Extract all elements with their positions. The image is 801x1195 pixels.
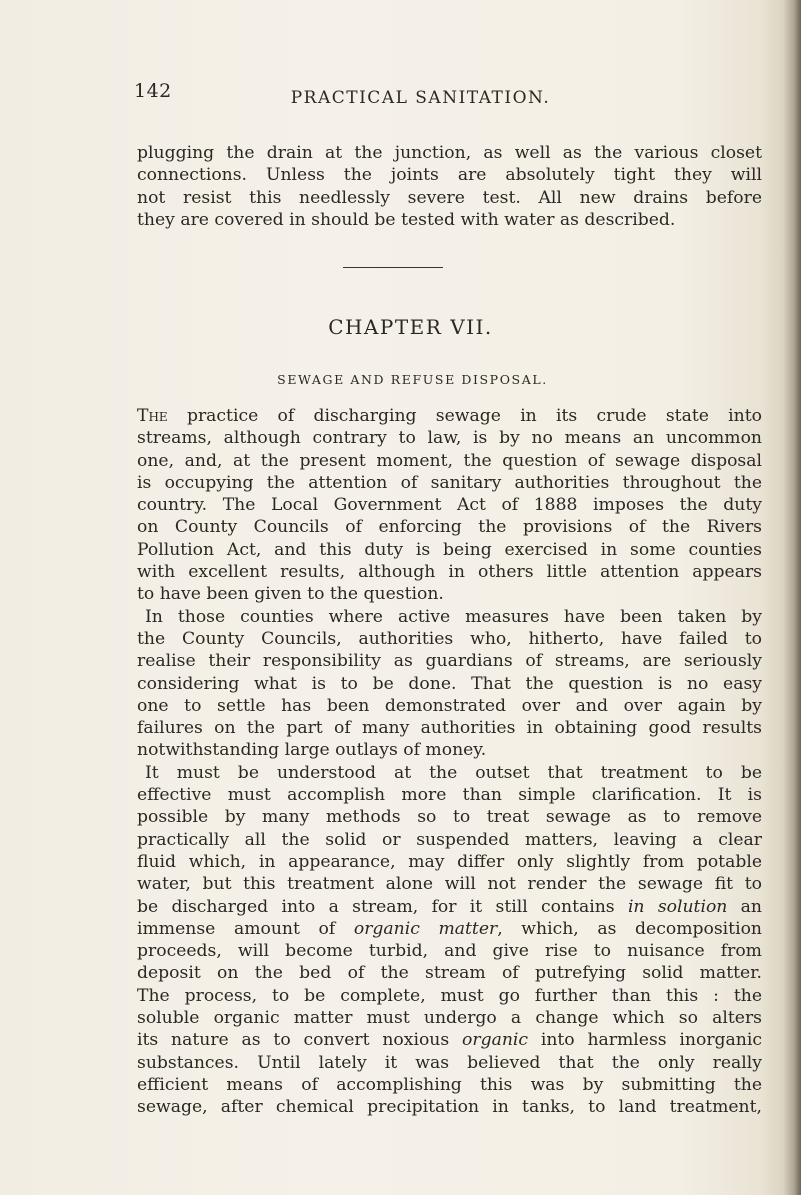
drop-word: The: [137, 406, 168, 426]
page-number: 142: [134, 80, 172, 102]
text-line: practically all the solid or suspended matters, leaving a clear: [137, 829, 762, 850]
text-line: efficient means of accomplishing this was by submitting the: [137, 1074, 762, 1095]
opening-paragraph: [137, 142, 762, 231]
text-line: In those counties where active measures have been taken by: [145, 606, 762, 627]
text-line: one, and, at the present moment, the question of sewage disposal: [137, 450, 762, 471]
text-line: The process, to be complete, must go further than this : the: [137, 985, 762, 1006]
line-remainder: practice of discharging sewage in its crude state into: [167, 406, 762, 426]
italic-phrase: organic matter: [353, 918, 498, 939]
text-line: country. The Local Government Act of 1888 imposes the duty: [137, 495, 762, 516]
text-line: the County Councils, authorities who, hitherto, have failed to: [137, 628, 762, 649]
text-line: soluble organic matter must undergo a change which so alters: [137, 1008, 762, 1029]
text-line: It must be understood at the outset that treatment to be: [145, 762, 762, 783]
text-line: with excellent results, although in others little attention appears: [137, 562, 762, 583]
text-line: one to settle has been demonstrated over and over again by: [137, 695, 762, 716]
italic-phrase: in solution: [627, 896, 728, 917]
text-line: sewage, after chemical precipitation in tanks, to land treatment,: [137, 1097, 762, 1118]
text-line: its nature as to convert noxious organic into harmless inorganic: [137, 1030, 762, 1051]
section-divider: [343, 267, 443, 268]
text-line: Pollution Act, and this duty is being exercised in some counties: [137, 539, 762, 560]
text-line: connections. Unless the joints are absolutely tight they will: [137, 165, 762, 186]
text-line: be discharged into a stream, for it still contains in solution an: [137, 896, 762, 917]
text-line: considering what is to be done. That the question is no easy: [137, 673, 762, 694]
chapter-subtitle: SEWAGE AND REFUSE DISPOSAL.: [277, 372, 548, 387]
text-line: immense amount of organic matter, which, as decomposition: [137, 918, 762, 939]
text-line: water, but this treatment alone will not render the sewage fit to: [137, 874, 762, 895]
running-head: PRACTICAL SANITATION.: [290, 88, 551, 108]
text-line: proceeds, will become turbid, and give rise to nuisance from: [137, 941, 762, 962]
text-line: notwithstanding large outlays of money.: [137, 740, 487, 761]
text-line: to have been given to the question.: [137, 584, 444, 605]
text-line: possible by many methods so to treat sewage as to remove: [137, 807, 762, 828]
text-line: streams, although contrary to law, is by no means an uncommon: [137, 428, 762, 449]
text-line: on County Councils of enforcing the provisions of the Rivers: [137, 517, 762, 538]
chapter-body: [137, 405, 762, 1119]
chapter-title: CHAPTER VII.: [328, 315, 493, 339]
italic-phrase: organic: [462, 1030, 529, 1051]
text-line: [137, 405, 762, 427]
text-line: not resist this needlessly severe test. All new drains before: [137, 187, 762, 208]
text-line: is occupying the attention of sanitary authorities throughout the: [137, 472, 762, 493]
text-line: plugging the drain at the junction, as well as the various closet: [137, 143, 762, 163]
text-line: realise their responsibility as guardians of streams, are seriously: [137, 651, 762, 672]
text-line: fluid which, in appearance, may differ only slightly from potable: [137, 851, 762, 872]
text-line: substances. Until lately it was believed that the only really: [137, 1052, 762, 1073]
text-line: failures on the part of many authorities in obtaining good results: [137, 718, 762, 739]
text-line: they are covered in should be tested with water as described.: [137, 209, 676, 230]
text-line: deposit on the bed of the stream of putrefying solid matter.: [137, 963, 762, 984]
page-edge-shadow: [783, 0, 801, 1195]
text-line: effective must accomplish more than simple clarification. It is: [137, 785, 762, 806]
